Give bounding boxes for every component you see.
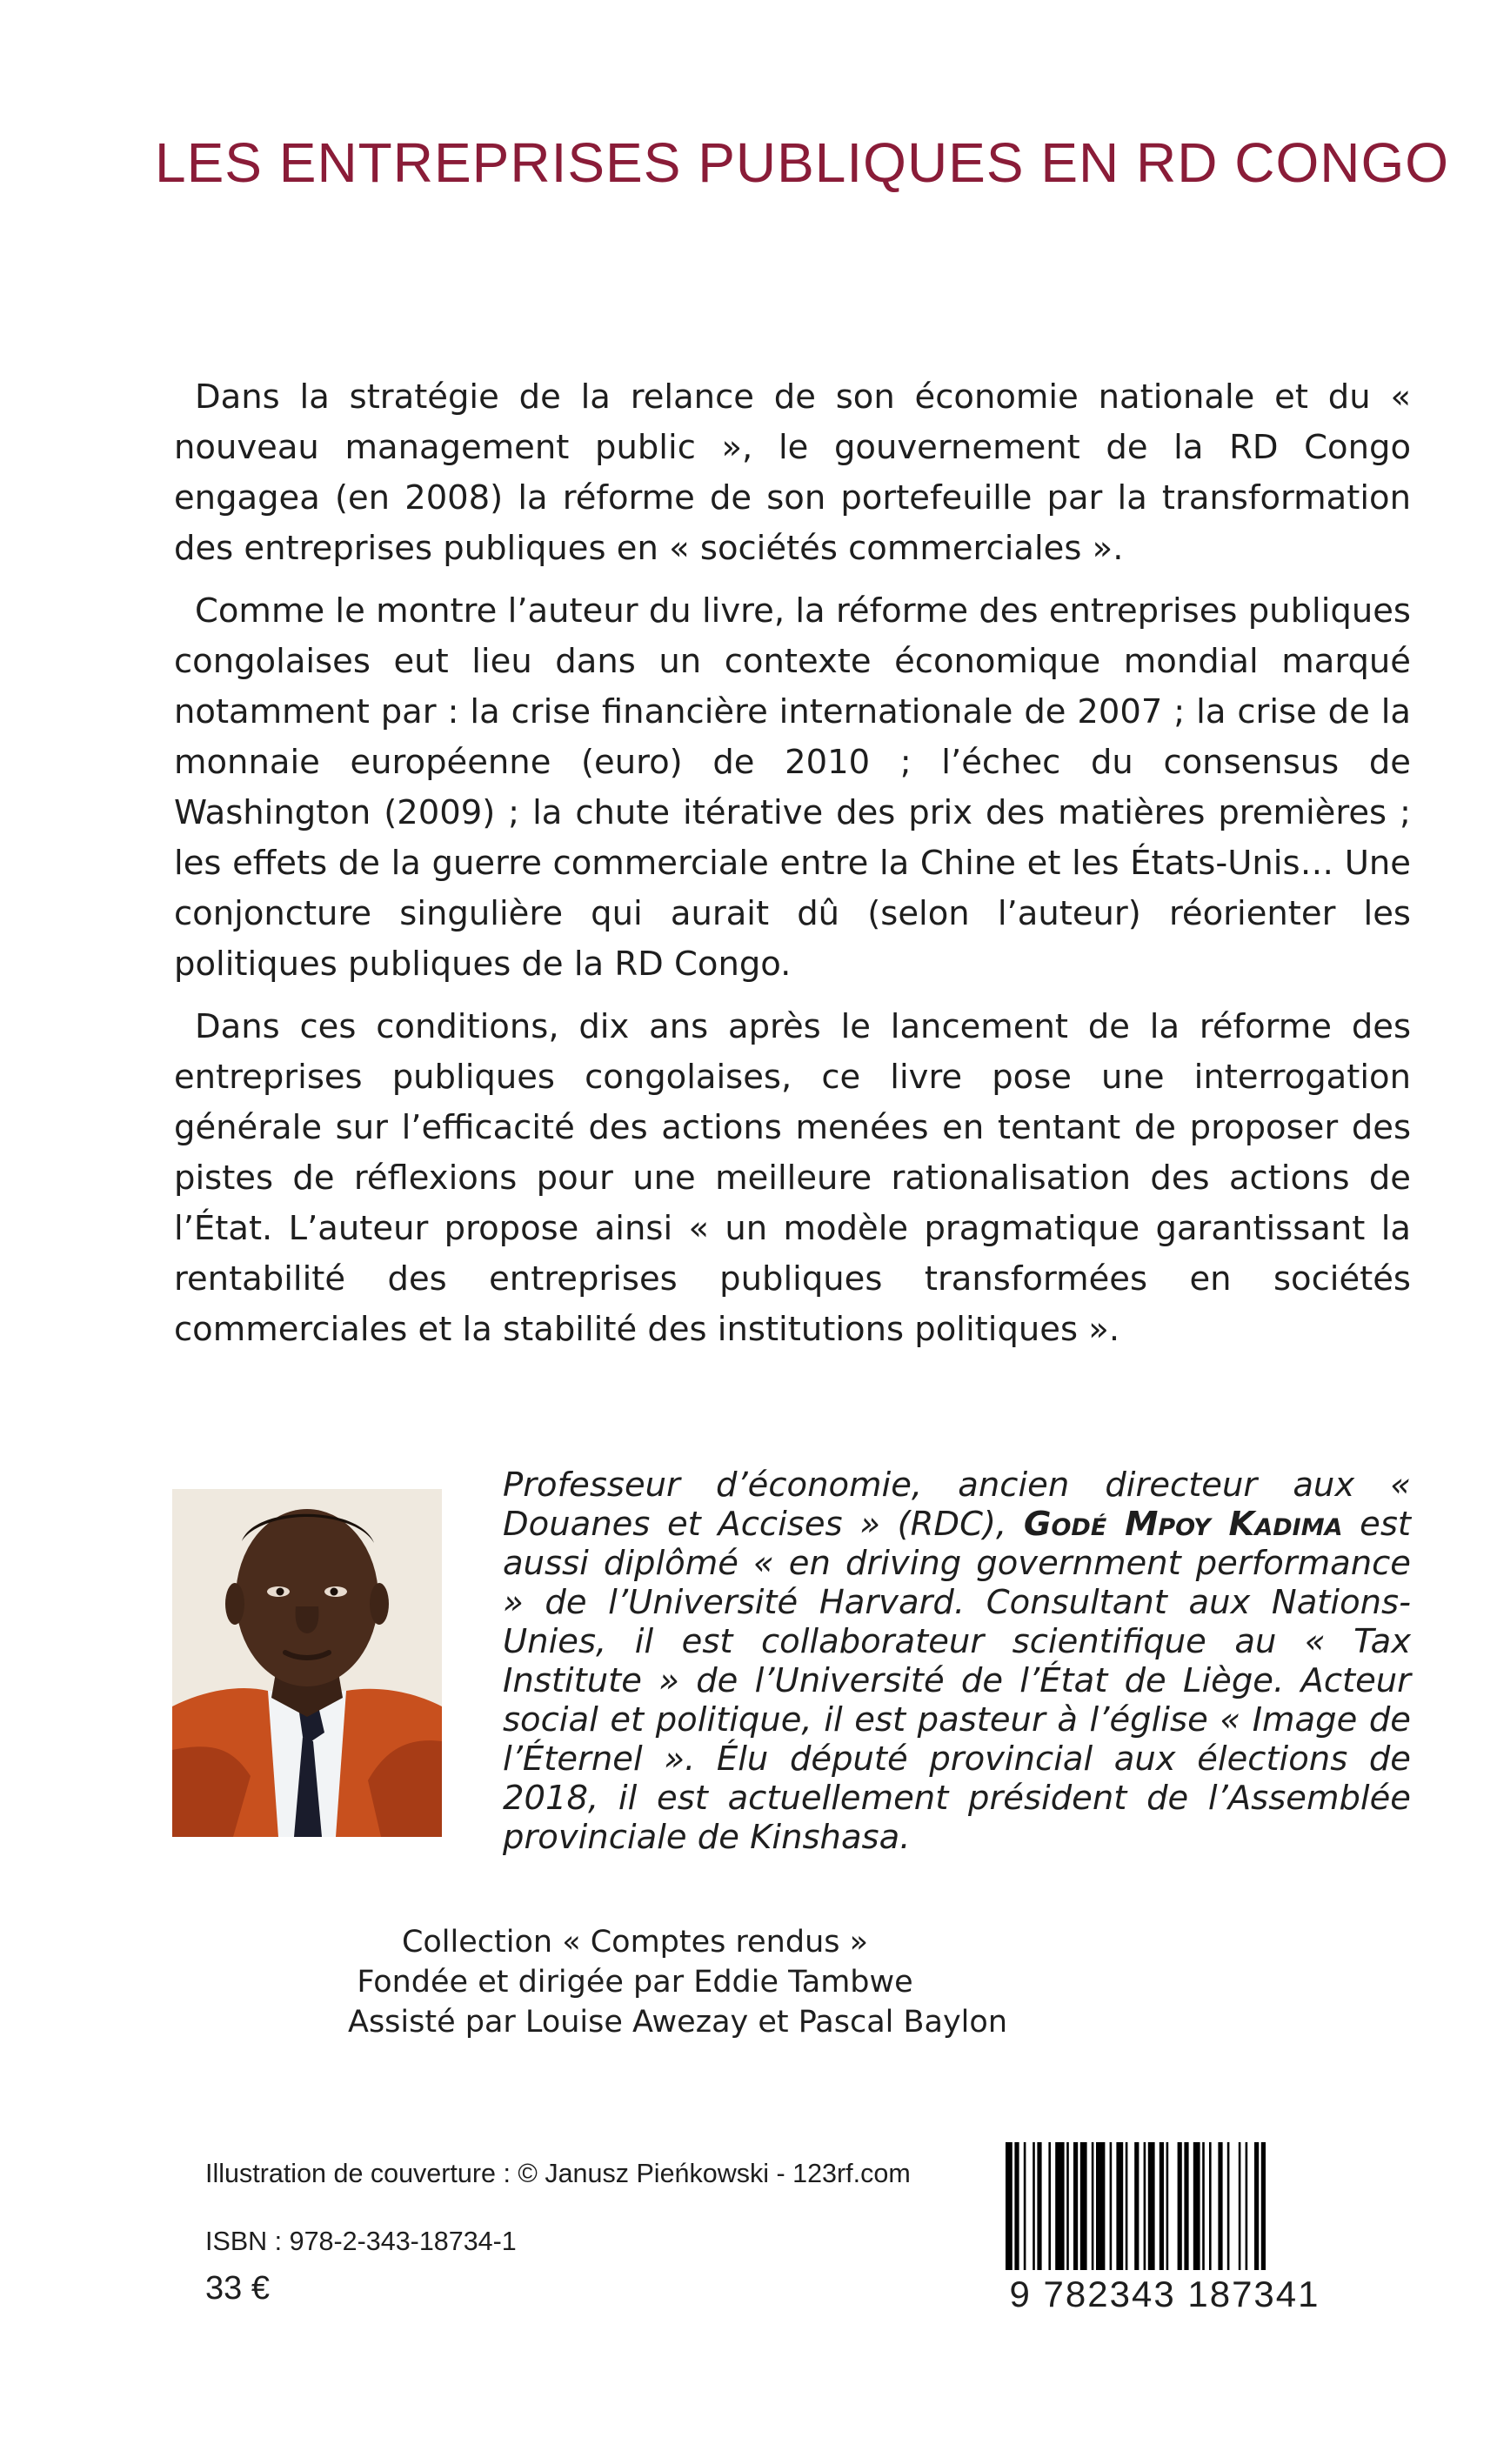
barcode-bar — [1239, 2142, 1241, 2273]
barcode-bar — [1144, 2142, 1146, 2273]
barcode-bar — [1066, 2142, 1069, 2273]
barcode-bar — [1048, 2142, 1051, 2273]
barcode-bar — [1261, 2142, 1266, 2273]
isbn: ISBN : 978-2-343-18734-1 — [205, 2227, 517, 2256]
barcode-bar — [1014, 2142, 1019, 2273]
collection-assistants: Assisté par Louise Awezay et Pascal Baylon — [348, 2005, 1008, 2040]
barcode-bar — [1037, 2142, 1041, 2273]
collection-info — [348, 1922, 1008, 2042]
barcode-bar — [1202, 2142, 1205, 2273]
barcode-bar — [1024, 2142, 1026, 2273]
barcode-bar — [1080, 2142, 1087, 2273]
author-name: Godé Mpoy Kadima — [1023, 1505, 1343, 1544]
barcode-bar — [1184, 2142, 1188, 2273]
barcode-bar — [1254, 2142, 1259, 2273]
barcode-bar — [1092, 2142, 1094, 2273]
barcode-bar — [1178, 2142, 1182, 2273]
collection-director: Fondée et dirigée par Eddie Tambwe — [357, 1965, 913, 2000]
author-photo — [172, 1489, 442, 1837]
price: 33 € — [205, 2270, 270, 2307]
barcode-bar — [1193, 2142, 1200, 2273]
bio-details: est aussi diplômé « en driving government performance » de l’Université Harvard. Consultant aux Nations-Unies, il est collaborateur scientifique au « Tax Institute » de l’Université de l’État de Liège. Acteur social et politique, il est pasteur à l’église « Image de l’Éternel ». Élu député provincial aux élections de 2018, il est actuellement président de l’Assemblée provinciale de Kinshasa. — [503, 1505, 1411, 1857]
collection-name: Collection « Comptes rendus » — [401, 1925, 869, 1960]
barcode-bar — [1055, 2142, 1064, 2273]
summary-paragraph: Dans la stratégie de la relance de son économie nationale et du « nouveau management public », le gouvernement de la RD Congo engagea (en 2008) la réforme de son portefeuille par la transformation des entreprises publiques en « sociétés commerciales ». — [174, 377, 1411, 568]
barcode-bar — [1006, 2142, 1012, 2273]
barcode-bar — [1166, 2142, 1169, 2273]
barcode-digits: 9 782343 187341 — [1000, 2270, 1329, 2319]
barcode-bar — [1126, 2142, 1128, 2273]
barcode-bar — [1033, 2142, 1035, 2273]
summary-paragraph: Comme le montre l’auteur du livre, la réforme des entreprises publiques congolaises eut lieu dans un contexte économique mondial marqué notamment par : la crise financière internationale de 2007 ; la crise de la monnaie européenne (euro) de 2010 ; l’échec du consensus de Washington (2009) ; la chute itérative des prix des matières premières ; les effets de la guerre commerciale entre la Chine et les États-Unis… Une conjoncture singulière qui aurait dû (selon l’auteur) réorienter les politiques publiques de la RD Congo. — [174, 591, 1411, 984]
illustration-credit: Illustration de couverture : © Janusz Pieńkowski - 123rf.com — [205, 2159, 911, 2188]
barcode-bar — [1218, 2142, 1222, 2273]
barcode-bar — [1116, 2142, 1123, 2273]
barcode-bar — [1246, 2142, 1248, 2273]
author-biography — [503, 1466, 1411, 1857]
barcode-bar — [1160, 2142, 1164, 2273]
barcode-bar — [1073, 2142, 1078, 2273]
barcode-bar — [1209, 2142, 1212, 2273]
book-title: LES ENTREPRISES PUBLIQUES EN RD CONGO — [155, 131, 1449, 194]
barcode-bar — [1134, 2142, 1139, 2273]
bio-intro: Professeur d’économie, ancien directeur aux « Douanes et Accises » (RDC), — [503, 1466, 1411, 1544]
barcode-bar — [1096, 2142, 1105, 2273]
barcode-bar — [1227, 2142, 1230, 2273]
back-cover-summary — [174, 372, 1411, 1367]
biography-text — [503, 1466, 1411, 1857]
barcode-bar — [1148, 2142, 1155, 2273]
summary-paragraph: Dans ces conditions, dix ans après le lancement de la réforme des entreprises publiques congolaises, ce livre pose une interrogation générale sur l’efficacité des actions menées en tentant de proposer des pistes de réflexions pour une meilleure rationalisation des actions de l’État. L’auteur propose ainsi « un modèle pragmatique garantissant la rentabilité des entreprises publiques transformées en sociétés commerciales et la stabilité des institutions politiques ». — [174, 1007, 1411, 1349]
barcode-bar — [1110, 2142, 1113, 2273]
